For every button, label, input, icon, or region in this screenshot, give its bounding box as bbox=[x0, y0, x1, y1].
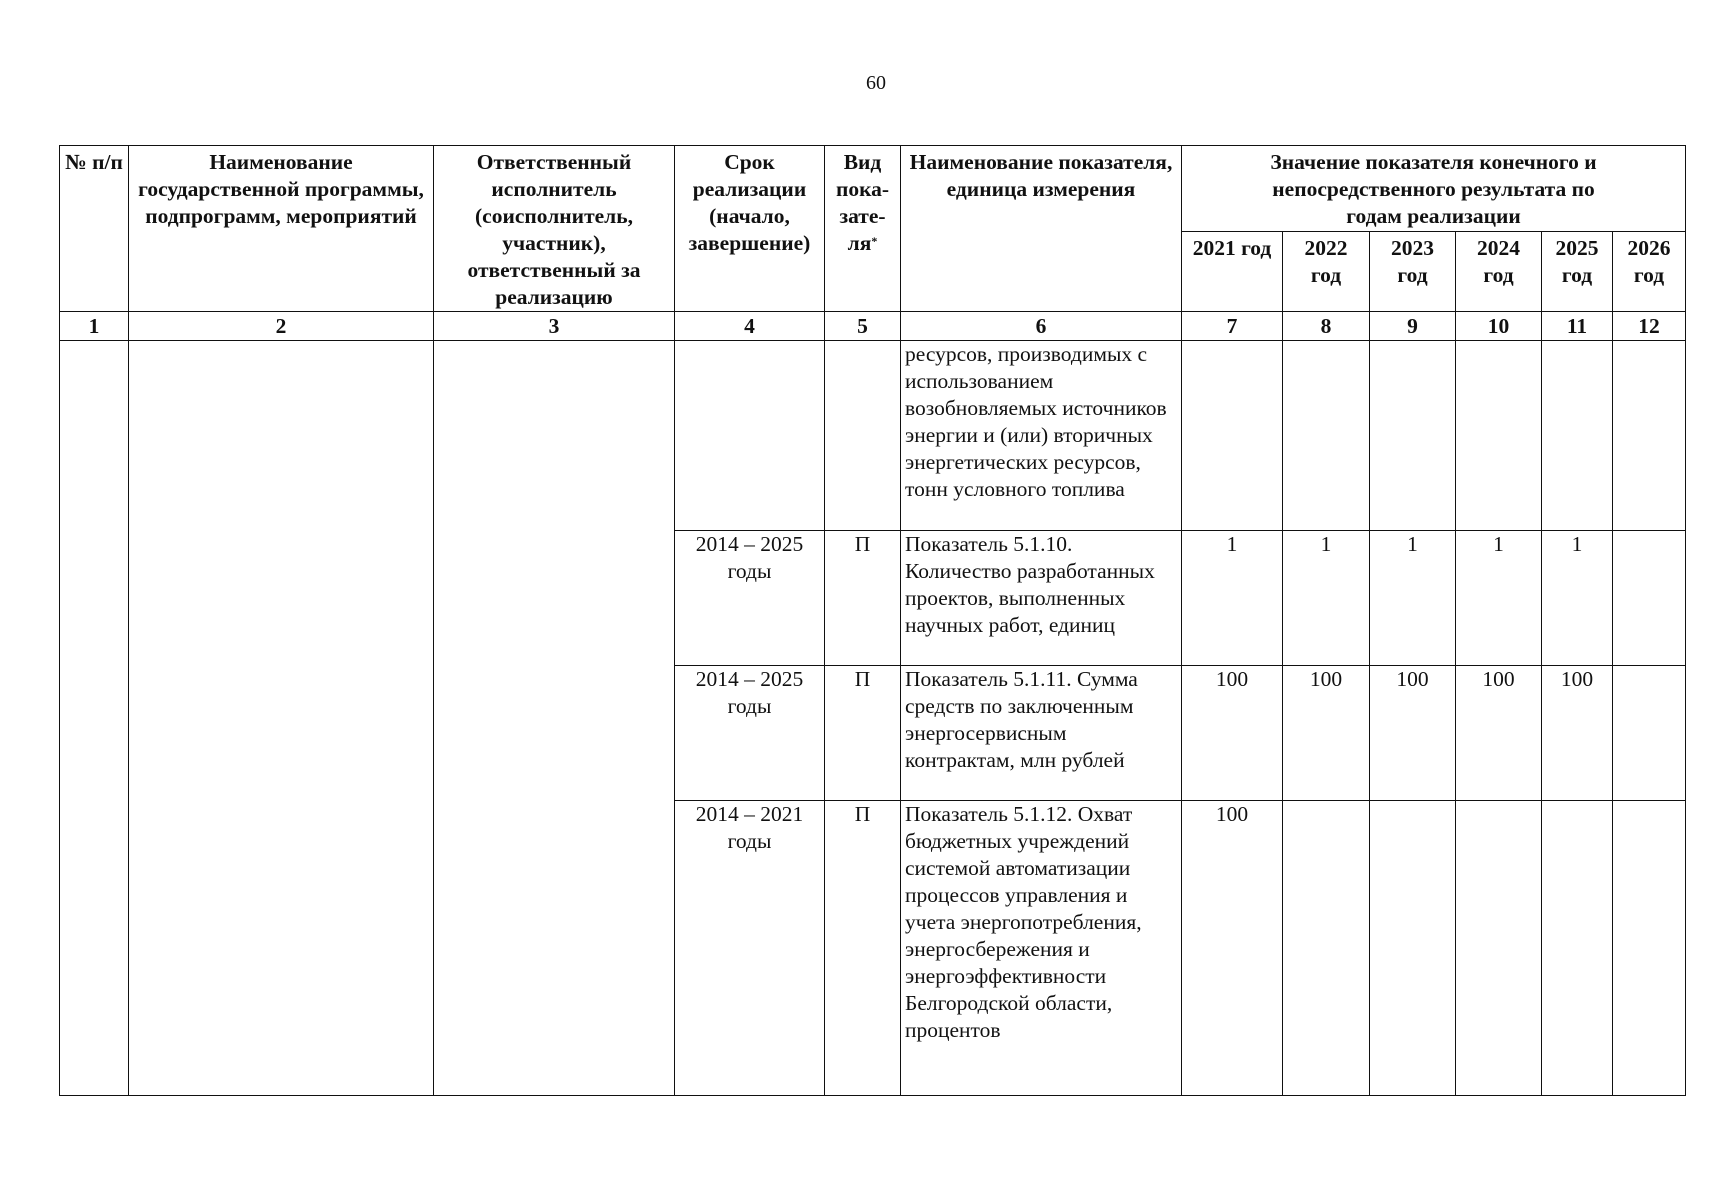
cell-value-2025 bbox=[1542, 801, 1613, 1096]
cell-period: 2014 – 2025 годы bbox=[675, 531, 825, 666]
cell-period bbox=[675, 341, 825, 531]
column-numbers-row bbox=[60, 312, 1686, 341]
cell-value-2026 bbox=[1613, 341, 1686, 531]
cell-indicator: Показатель 5.1.12. Охват бюджетных учреждений системой автоматизации процессов управления и учета энергопотребления, энергосбережения и энергоэффективности Белгородской области, процентов bbox=[901, 801, 1182, 1096]
indicators-table bbox=[59, 145, 1686, 1096]
header-col-type-line3: ля bbox=[847, 231, 872, 255]
table-row bbox=[60, 341, 1686, 531]
header-col-period: Срок реализации (начало, завершение) bbox=[675, 146, 825, 312]
header-col-type bbox=[825, 146, 901, 312]
header-col-program: Наименование государственной программы, подпрограмм, мероприятий bbox=[129, 146, 434, 312]
cell-value-2025 bbox=[1542, 341, 1613, 531]
column-number: 11 bbox=[1542, 312, 1613, 341]
cell-value-2024: 100 bbox=[1456, 666, 1542, 801]
column-number: 4 bbox=[675, 312, 825, 341]
cell-value-2024 bbox=[1456, 341, 1542, 531]
cell-value-2023 bbox=[1370, 341, 1456, 531]
column-number: 6 bbox=[901, 312, 1182, 341]
header-year-2022: 2022 год bbox=[1283, 231, 1370, 312]
header-year-2025: 2025 год bbox=[1542, 231, 1613, 312]
cell-value-2022: 1 bbox=[1283, 531, 1370, 666]
header-col-executor: Ответственный исполнитель (соисполнитель, участник), ответственный за реализацию bbox=[434, 146, 675, 312]
column-number: 5 bbox=[825, 312, 901, 341]
cell-value-2021: 1 bbox=[1182, 531, 1283, 666]
header-year-2024: 2024 год bbox=[1456, 231, 1542, 312]
header-col-type-footnote-mark: * bbox=[871, 234, 878, 248]
column-number: 7 bbox=[1182, 312, 1283, 341]
header-year-2023: 2023 год bbox=[1370, 231, 1456, 312]
header-col-type-line1: Вид пока- bbox=[835, 150, 890, 201]
cell-type: П bbox=[825, 666, 901, 801]
cell-executor bbox=[434, 341, 675, 1096]
header-year-2026: 2026 год bbox=[1613, 231, 1686, 312]
header-col-type-line2: зате- bbox=[839, 204, 886, 228]
cell-type: П bbox=[825, 531, 901, 666]
cell-value-2024: 1 bbox=[1456, 531, 1542, 666]
header-row-1 bbox=[60, 146, 1686, 232]
header-col-number: № п/п bbox=[60, 146, 129, 312]
cell-indicator: Показатель 5.1.11. Сумма средств по заключенным энергосервисным контрактам, млн рублей bbox=[901, 666, 1182, 801]
column-number: 2 bbox=[129, 312, 434, 341]
cell-period: 2014 – 2025 годы bbox=[675, 666, 825, 801]
column-number: 10 bbox=[1456, 312, 1542, 341]
cell-type: П bbox=[825, 801, 901, 1096]
cell-indicator: ресурсов, производимых с использованием возобновляемых источников энергии и (или) вторичных энергетических ресурсов, тонн условного топлива bbox=[901, 341, 1182, 531]
cell-program bbox=[129, 341, 434, 1096]
cell-indicator: Показатель 5.1.10. Количество разработанных проектов, выполненных научных работ, единиц bbox=[901, 531, 1182, 666]
column-number: 3 bbox=[434, 312, 675, 341]
column-number: 1 bbox=[60, 312, 129, 341]
cell-value-2022 bbox=[1283, 341, 1370, 531]
cell-value-2026 bbox=[1613, 801, 1686, 1096]
cell-value-2025: 100 bbox=[1542, 666, 1613, 801]
cell-value-2023 bbox=[1370, 801, 1456, 1096]
column-number: 9 bbox=[1370, 312, 1456, 341]
column-number: 12 bbox=[1613, 312, 1686, 341]
cell-value-2021 bbox=[1182, 341, 1283, 531]
column-number: 8 bbox=[1283, 312, 1370, 341]
cell-value-2022 bbox=[1283, 801, 1370, 1096]
cell-period: 2014 – 2021 годы bbox=[675, 801, 825, 1096]
cell-value-2023: 1 bbox=[1370, 531, 1456, 666]
cell-value-2022: 100 bbox=[1283, 666, 1370, 801]
cell-value-2021: 100 bbox=[1182, 666, 1283, 801]
header-col-indicator: Наименование показателя, единица измерения bbox=[901, 146, 1182, 312]
cell-value-2026 bbox=[1613, 666, 1686, 801]
cell-value-2026 bbox=[1613, 531, 1686, 666]
page-number: 60 bbox=[866, 72, 886, 94]
header-year-2021: 2021 год bbox=[1182, 231, 1283, 312]
cell-number bbox=[60, 341, 129, 1096]
cell-value-2025: 1 bbox=[1542, 531, 1613, 666]
header-values-group: Значение показателя конечного и непосредственного результата по годам реализации bbox=[1182, 146, 1686, 232]
cell-value-2023: 100 bbox=[1370, 666, 1456, 801]
cell-value-2021: 100 bbox=[1182, 801, 1283, 1096]
cell-type bbox=[825, 341, 901, 531]
cell-value-2024 bbox=[1456, 801, 1542, 1096]
